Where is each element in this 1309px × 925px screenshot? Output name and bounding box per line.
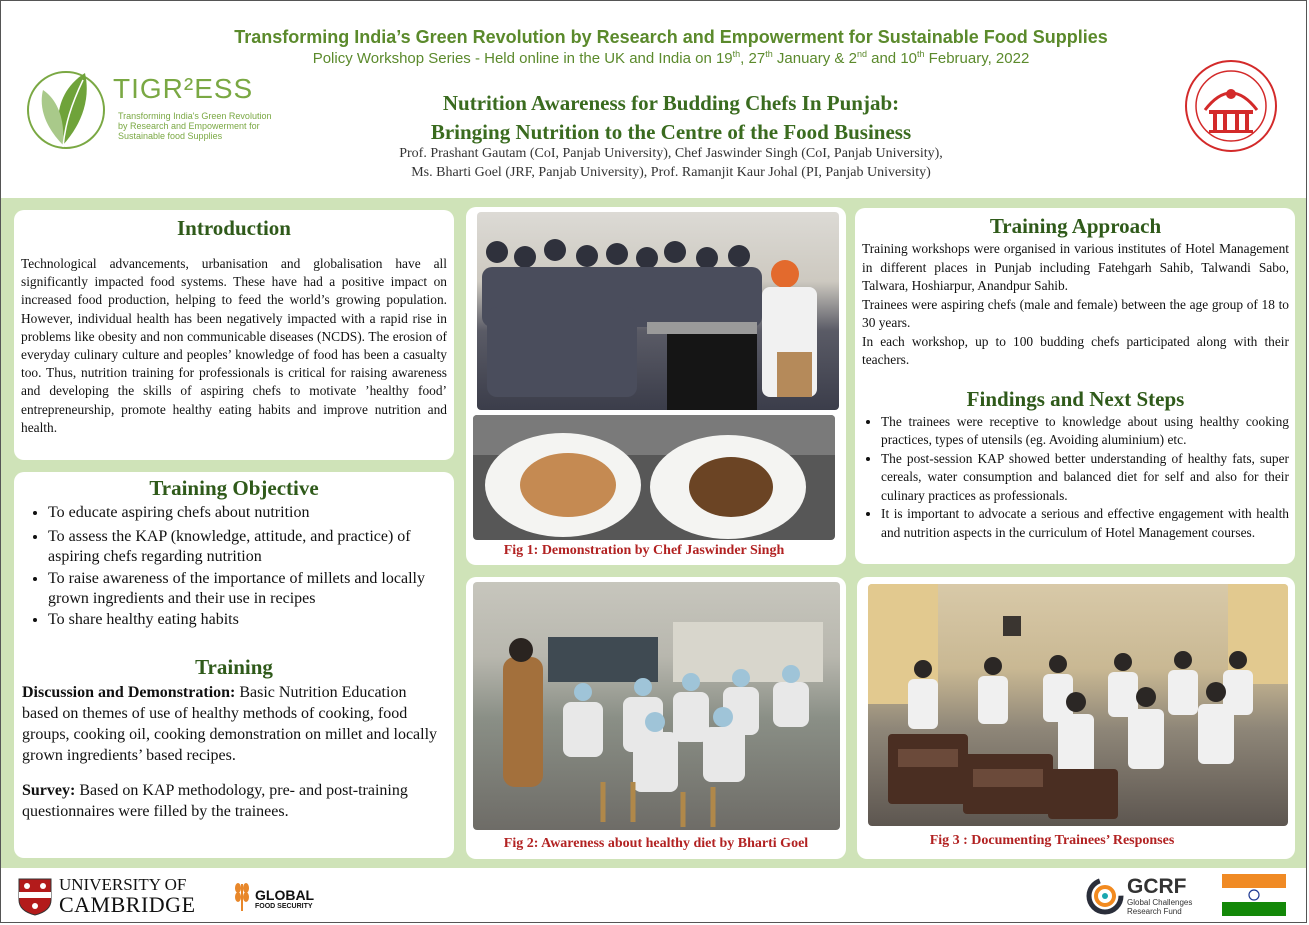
cambridge-wordmark: UNIVERSITY OF CAMBRIDGE: [59, 875, 196, 917]
approach-findings-panel: [855, 208, 1295, 564]
workshop-subtitle: Policy Workshop Series - Held online in the UK and India on 19th, 27th January & 2nd and 10th February, 2022: [312, 49, 1030, 67]
list-item: • To educate aspiring chefs about nutrition: [48, 503, 446, 523]
project-title: Transforming India’s Green Revolution by Research and Empowerment for Sustainable Food Supplies: [234, 27, 1108, 47]
trainees-responses-photo: [868, 584, 1288, 826]
figure-1-caption: Fig 1: Demonstration by Chef Jaswinder Singh: [503, 543, 785, 558]
list-item: • It is important to advocate a serious and effective engagement with health and nutrition aspects in the curriculum of Hotel Management courses.: [881, 505, 1289, 542]
tigress-logo-tagline: Transforming India's Green Revolution by Research and Empowerment for Sustainable food Supplies: [118, 111, 272, 141]
list-item: • The post-session KAP showed better understanding of healthy fats, super cereals, water consumption and balanced diet for self and also for their culinary practices as professionals.: [881, 450, 1289, 506]
objective-list: [22, 503, 446, 630]
poster-footer: [1, 868, 1306, 922]
list-item: • The trainees were receptive to knowledge about using healthy cooking practices, types of utensils (eg. Avoiding aluminium) etc.: [881, 413, 1289, 450]
list-item: • To raise awareness of the importance of millets and locally grown ingredients and their use in recipes: [48, 569, 446, 609]
figure-3-caption: Fig 3 : Documenting Trainees’ Responses: [929, 833, 1175, 848]
findings-list: [862, 413, 1289, 543]
poster-header: [1, 1, 1306, 198]
millet-dishes-photo: [473, 415, 835, 540]
india-flag-icon: [1222, 874, 1286, 916]
approach-body: Training workshops were organised in various institutes of Hotel Management in different places in Punjab including Fatehgarh Sahib, Talwandi Sabo, Talwara, Hoshiarpur, Anandpur Sahib. Trainees were aspiring chefs (male and female) between the age group of 18 to 30 years. In each workshop, up to 100 budding chefs participated along with their teachers.: [862, 241, 1289, 367]
training-discussion: Discussion and Demonstration: Basic Nutrition Education based on themes of use of healthy methods of cooking, food groups, cooking oil, cooking demonstration on millet and locally grown ingredients’ based recipes.: [22, 684, 438, 764]
chef-demonstration-photo: [477, 212, 839, 410]
introduction-body: Technological advancements, urbanisation and globalisation have all significantly impacted food systems. These have had a positive impact on increased food production, helping to feed the world’s growing population. However, individual health has been negatively impacted with a rapid rise in problems like obesity and non communicable diseases (NCDS). The erosion of everyday culinary culture and peoples’ knowledge of food has been a casualty too. Thus, nutrition training for professionals is critical for raising awareness and developing the skills of aspiring chefs to motivate ’healthy food’ entrepreneurship, promote healthy eating habits and improve nutrition and health.: [21, 256, 447, 435]
tigress-logo: [23, 65, 283, 155]
objective-heading: Training Objective: [149, 476, 319, 500]
poster-title: Nutrition Awareness for Budding Chefs In Punjab: Bringing Nutrition to the Centre of the Food Business: [430, 91, 912, 144]
list-item: • To share healthy eating habits: [48, 610, 446, 630]
leaf-logo-icon: [23, 65, 109, 155]
gcrf-icon: [1086, 877, 1124, 915]
panjab-university-seal-icon: [1183, 58, 1279, 154]
healthy-diet-session-photo: [473, 582, 840, 830]
author-list: Prof. Prashant Gautam (CoI, Panjab University), Chef Jaswinder Singh (CoI, Panjab University), Ms. Bharti Goel (JRF, Panjab University), Prof. Ramanjit Kaur Johal (PI, Panjab University): [399, 146, 943, 180]
introduction-panel: [14, 210, 454, 460]
findings-heading: Findings and Next Steps: [966, 386, 1185, 411]
cambridge-crest-icon: [18, 878, 52, 916]
gcrf-logo: GCRF Global Challenges Research Fund: [1127, 875, 1193, 916]
wheat-icon: [231, 878, 253, 912]
approach-heading: Training Approach: [989, 214, 1162, 238]
objective-training-panel: [14, 472, 454, 858]
training-survey: Survey: Based on KAP methodology, pre- and post-training questionnaires were filled by the trainees.: [22, 782, 408, 820]
global-food-security-logo: GLOBAL FOOD SECURITY: [255, 887, 315, 910]
figure-2-caption: Fig 2: Awareness about healthy diet by Bharti Goel: [503, 836, 809, 851]
introduction-heading: Introduction: [177, 216, 291, 240]
training-heading: Training: [195, 655, 273, 679]
tigress-logo-name: TIGR²ESS: [113, 73, 254, 104]
list-item: • To assess the KAP (knowledge, attitude, and practice) of aspiring chefs regarding nutrition: [48, 527, 446, 567]
